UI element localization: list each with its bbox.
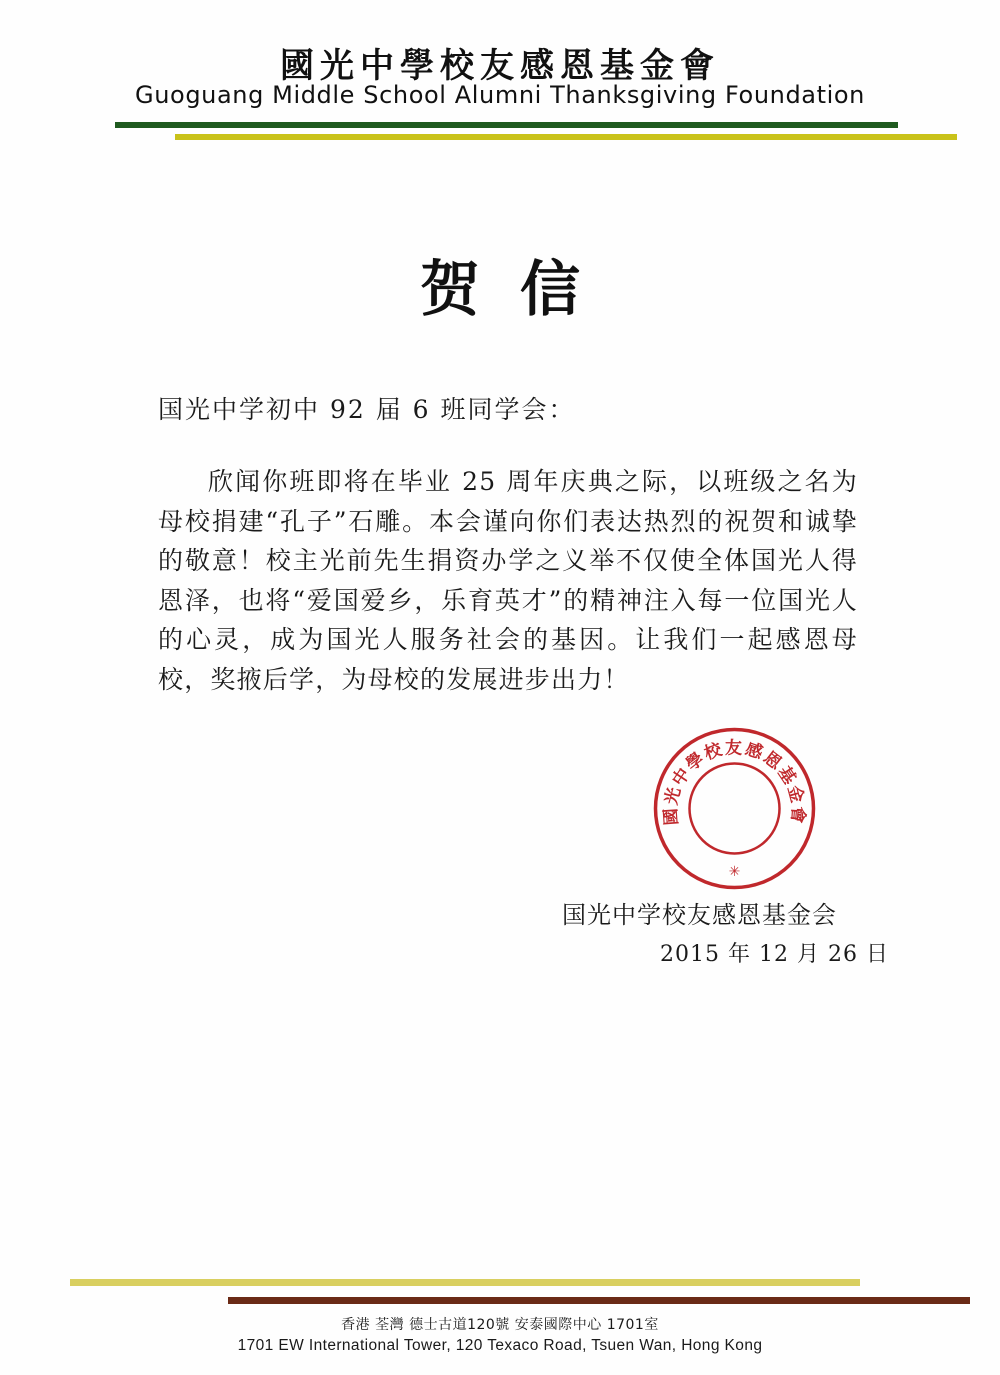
- org-name-chinese: 國光中學校友感恩基金會: [280, 46, 720, 86]
- seal-star-icon: ✳: [728, 864, 741, 880]
- seal-inner-ring: [690, 764, 780, 854]
- address-english: 1701 EW International Tower, 120 Texaco Road, Tsuen Wan, Hong Kong: [237, 1337, 763, 1354]
- letterhead-yellow-rule: [175, 134, 957, 140]
- address-chinese: 香港 荃灣 德士古道120號 安泰國際中心 1701室: [341, 1317, 659, 1333]
- org-name-english: Guoguang Middle School Alumni Thanksgiving Foundation: [135, 81, 865, 109]
- official-seal-icon: [652, 726, 817, 891]
- salutation: 国光中学初中 92 届 6 班同学会：: [158, 395, 576, 424]
- footer-yellow-rule: [70, 1279, 860, 1286]
- footer-brown-rule: [228, 1297, 970, 1304]
- signature-date: 2015 年 12 月 26 日: [660, 942, 889, 967]
- letterhead-green-rule: [115, 122, 898, 128]
- letter-title: 贺信: [420, 255, 620, 325]
- seal-text: 國光中學校友感恩基金會: [661, 738, 808, 826]
- signature-org: 国光中学校友感恩基金会: [562, 901, 837, 929]
- letter-body: 欣闻你班即将在毕业 25 周年庆典之际，以班级之名为母校捐建“孔子”石雕。本会谨向你们表达热烈的祝贺和诚挚的敬意！校主光前先生捐资办学之义举不仅使全体国光人得恩泽，也将“爱国爱乡，乐育英才”的精神注入每一位国光人的心灵，成为国光人服务社会的基因。让我们一起感恩母校，奖掖后学，为母校的发展进步出力！: [158, 467, 858, 694]
